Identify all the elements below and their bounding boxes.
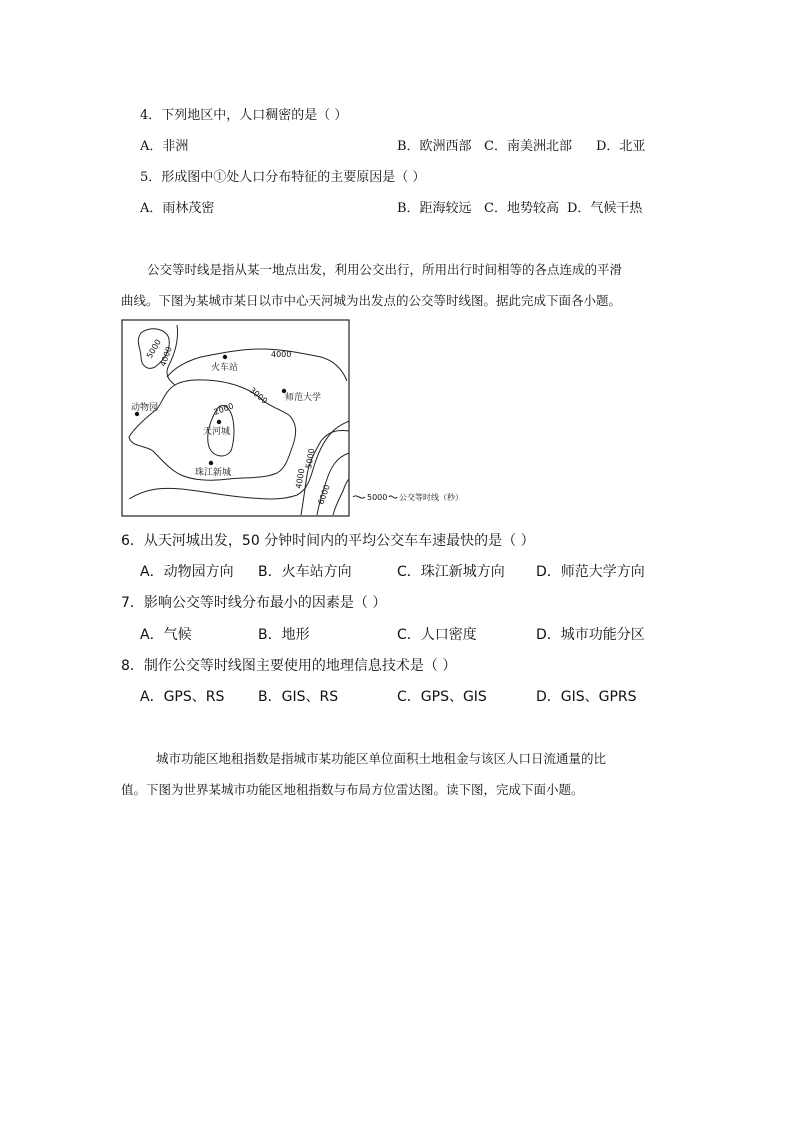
q6-option-b: B．火车站方向 <box>258 564 352 580</box>
isochrone-map <box>121 319 463 519</box>
q5-option-a: A．雨林茂密 <box>140 201 215 216</box>
q6-option-a: A．动物园方向 <box>140 564 234 580</box>
contour-4000-top <box>167 349 347 381</box>
contour-extra <box>333 479 349 515</box>
q5-option-b: B．距海较远 <box>397 201 472 216</box>
q7-option-d: D．城市功能分区 <box>536 627 645 643</box>
question-7-stem: 7．影响公交等时线分布最小的因素是（ ） <box>121 595 387 611</box>
q8-option-a: A．GPS、RS <box>140 689 225 705</box>
intro-2-line-1: 城市功能区地租指数是指城市某功能区单位面积土地租金与该区人口日流通量的比 <box>156 751 607 766</box>
point-zhujiang <box>209 461 213 465</box>
contour-label-2000: 2000 <box>212 401 235 417</box>
q8-option-d: D．GIS、GPRS <box>536 689 637 705</box>
contour-label-4000-top: 4000 <box>271 350 292 359</box>
point-tianhe <box>217 420 221 424</box>
intro-2-line-2: 值。下图为世界某城市功能区地租指数与布局方位雷达图。读下图，完成下面小题。 <box>121 782 584 797</box>
q7-option-b: B．地形 <box>258 627 310 643</box>
q8-option-c: C．GPS、GIS <box>397 689 487 705</box>
q4-option-a: A．非洲 <box>140 139 189 154</box>
contour-label-4000-left: 4000 <box>158 345 174 368</box>
contour-label-3000: 3000 <box>247 385 270 406</box>
intro-1-line-2: 曲线。下图为某城市某日以市中心天河城为出发点的公交等时线图。据此完成下面各小题。 <box>121 293 622 308</box>
q4-option-b: B．欧洲西部 <box>397 139 472 154</box>
label-train-station: 火车站 <box>211 363 239 373</box>
q4-option-c: C．南美洲北部 <box>484 139 572 154</box>
label-tianhe: 天河城 <box>203 427 231 437</box>
legend-value: 5000 <box>367 493 388 502</box>
q6-option-d: D．师范大学方向 <box>536 564 645 580</box>
intro-1-line-1: 公交等时线是指从某一地点出发，利用公交出行，所用出行时间相等的各点连成的平滑 <box>147 262 623 277</box>
contour-label-5000-right: 5000 <box>304 447 317 470</box>
contour-label-6000: 6000 <box>316 483 332 506</box>
q4-option-d: D．北亚 <box>596 139 646 154</box>
q5-option-c: C．地势较高 <box>484 201 559 216</box>
contour-label-4000-right: 4000 <box>294 467 307 490</box>
q7-option-a: A．气候 <box>140 627 192 643</box>
q8-option-b: B．GIS、RS <box>258 689 339 705</box>
point-train-station <box>223 355 227 359</box>
q6-option-c: C．珠江新城方向 <box>397 564 505 580</box>
contour-label-5000-left: 5000 <box>144 337 163 360</box>
legend-line-left <box>353 496 365 498</box>
contour-6000 <box>317 453 349 515</box>
q5-option-d: D．气候干热 <box>567 201 643 216</box>
legend-text: 公交等时线（秒） <box>399 493 463 502</box>
question-8-stem: 8．制作公交等时线图主要使用的地理信息技术是（ ） <box>121 658 457 674</box>
label-normal-univ: 师范大学 <box>285 393 322 403</box>
question-4-stem: 4．下列地区中，人口稠密的是（ ） <box>140 108 348 123</box>
legend-line-right <box>389 496 397 498</box>
label-zhujiang: 珠江新城 <box>195 468 232 478</box>
q7-option-c: C．人口密度 <box>397 627 477 643</box>
question-6-stem: 6．从天河城出发，50 分钟时间内的平均公交车车速最快的是（ ） <box>121 533 535 549</box>
label-zoo: 动物园 <box>131 403 159 413</box>
question-5-stem: 5．形成图中①处人口分布特征的主要原因是（ ） <box>140 170 426 185</box>
